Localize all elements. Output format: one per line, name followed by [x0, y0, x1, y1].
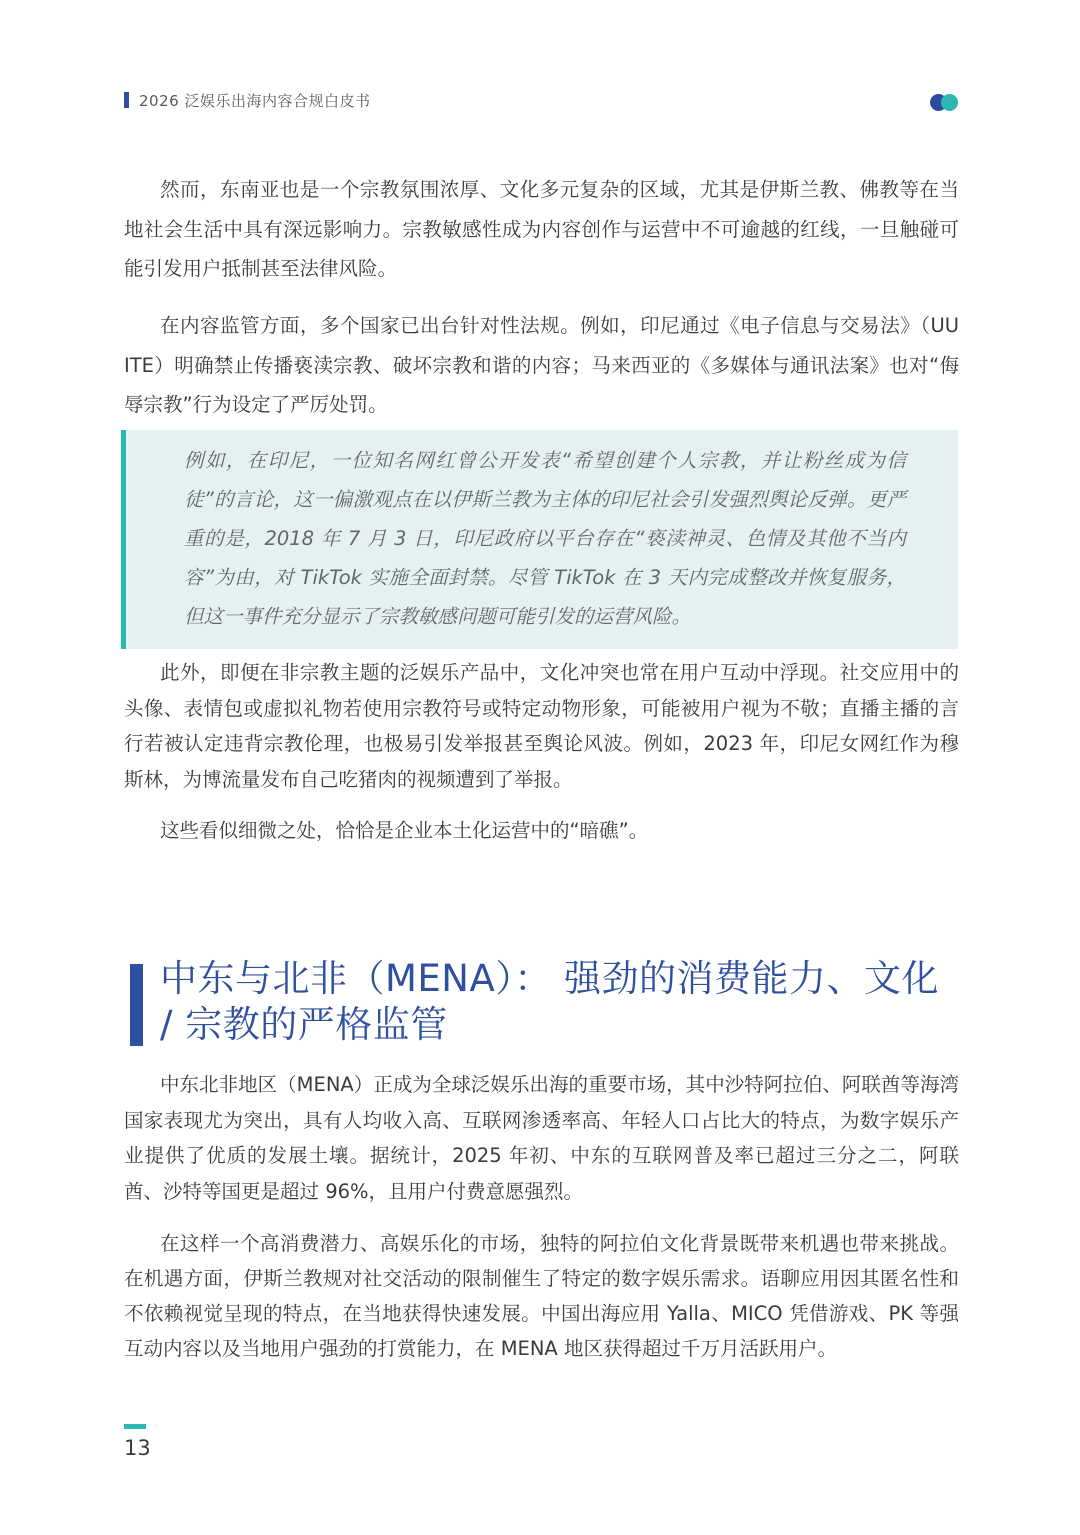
paragraph-hidden-reefs: 这些看似细微之处，恰恰是企业本土化运营中的“暗礁”。	[160, 819, 649, 842]
header-accent-bar	[124, 92, 129, 108]
logo-icon	[930, 92, 962, 112]
running-header	[124, 88, 370, 112]
header-title: 2026 泛娱乐出海内容合规白皮书	[139, 91, 371, 110]
paragraph-mena-market: 中东北非地区（MENA）正成为全球泛娱乐出海的重要市场，其中沙特阿拉伯、阿联酋等海湾国家表现尤为突出，具有人均收入高、互联网渗透率高、年轻人口占比大的特点，为数字娱乐产业提供了优质的发展土壤。据统计，2025 年初、中东的互联网普及率已超过三分之二，阿联酋、沙特等国更是超过 96%，且用户付费意愿强烈。	[124, 1073, 959, 1203]
section-accent-bar	[130, 964, 143, 1046]
page-number: 13	[124, 1436, 151, 1460]
paragraph-content-regulation: 在内容监管方面，多个国家已出台针对性法规。例如，印尼通过《电子信息与交易法》（UU ITE）明确禁止传播亵渎宗教、破坏宗教和谐的内容；马来西亚的《多媒体与通讯法案》也对“侮辱宗教”行为设定了严厉处罚。	[124, 314, 959, 416]
paragraph-mena-opportunity: 在这样一个高消费潜力、高娱乐化的市场，独特的阿拉伯文化背景既带来机遇也带来挑战。在机遇方面，伊斯兰教规对社交活动的限制催生了特定的数字娱乐需求。语聊应用因其匿名性和不依赖视觉呈现的特点，在当地获得快速发展。中国出海应用 Yalla、MICO 凭借游戏、PK 等强互动内容以及当地用户强劲的打赏能力，在 MENA 地区获得超过千万月活跃用户。	[124, 1232, 959, 1360]
case-quote-box	[121, 430, 958, 649]
paragraph-religious-atmosphere: 然而，东南亚也是一个宗教氛围浓厚、文化多元复杂的区域，尤其是伊斯兰教、佛教等在当地社会生活中具有深远影响力。宗教敏感性成为内容创作与运营中不可逾越的红线，一旦触碰可能引发用户抵制甚至法律风险。	[124, 178, 959, 280]
section-title: 中东与北非（MENA）： 强劲的消费能力、文化 / 宗教的严格监管	[160, 957, 940, 1046]
page-number-accent-bar	[124, 1424, 146, 1429]
case-quote-text: 例如，在印尼，一位知名网红曾公开发表“希望创建个人宗教，并让粉丝成为信徒”的言论，这一偏激观点在以伊斯兰教为主体的印尼社会引发强烈舆论反弹。更严重的是，2018 年 7 月 3 日，印尼政府以平台存在“亵渎神灵、色情及其他不当内容”为由，对 TikTok 实施全面封禁。尽管 TikTok 在 3 天内完成整改并恢复服务，但这一事件充分显示了宗教敏感问题可能引发的运营风险。	[184, 449, 906, 628]
paragraph-cultural-conflict: 此外，即便在非宗教主题的泛娱乐产品中，文化冲突也常在用户互动中浮现。社交应用中的头像、表情包或虚拟礼物若使用宗教符号或特定动物形象，可能被用户视为不敬；直播主播的言行若被认定违背宗教伦理，也极易引发举报甚至舆论风波。例如，2023 年，印尼女网红作为穆斯林，为博流量发布自己吃猪肉的视频遭到了举报。	[124, 661, 959, 791]
logo-dot-teal	[941, 94, 958, 111]
